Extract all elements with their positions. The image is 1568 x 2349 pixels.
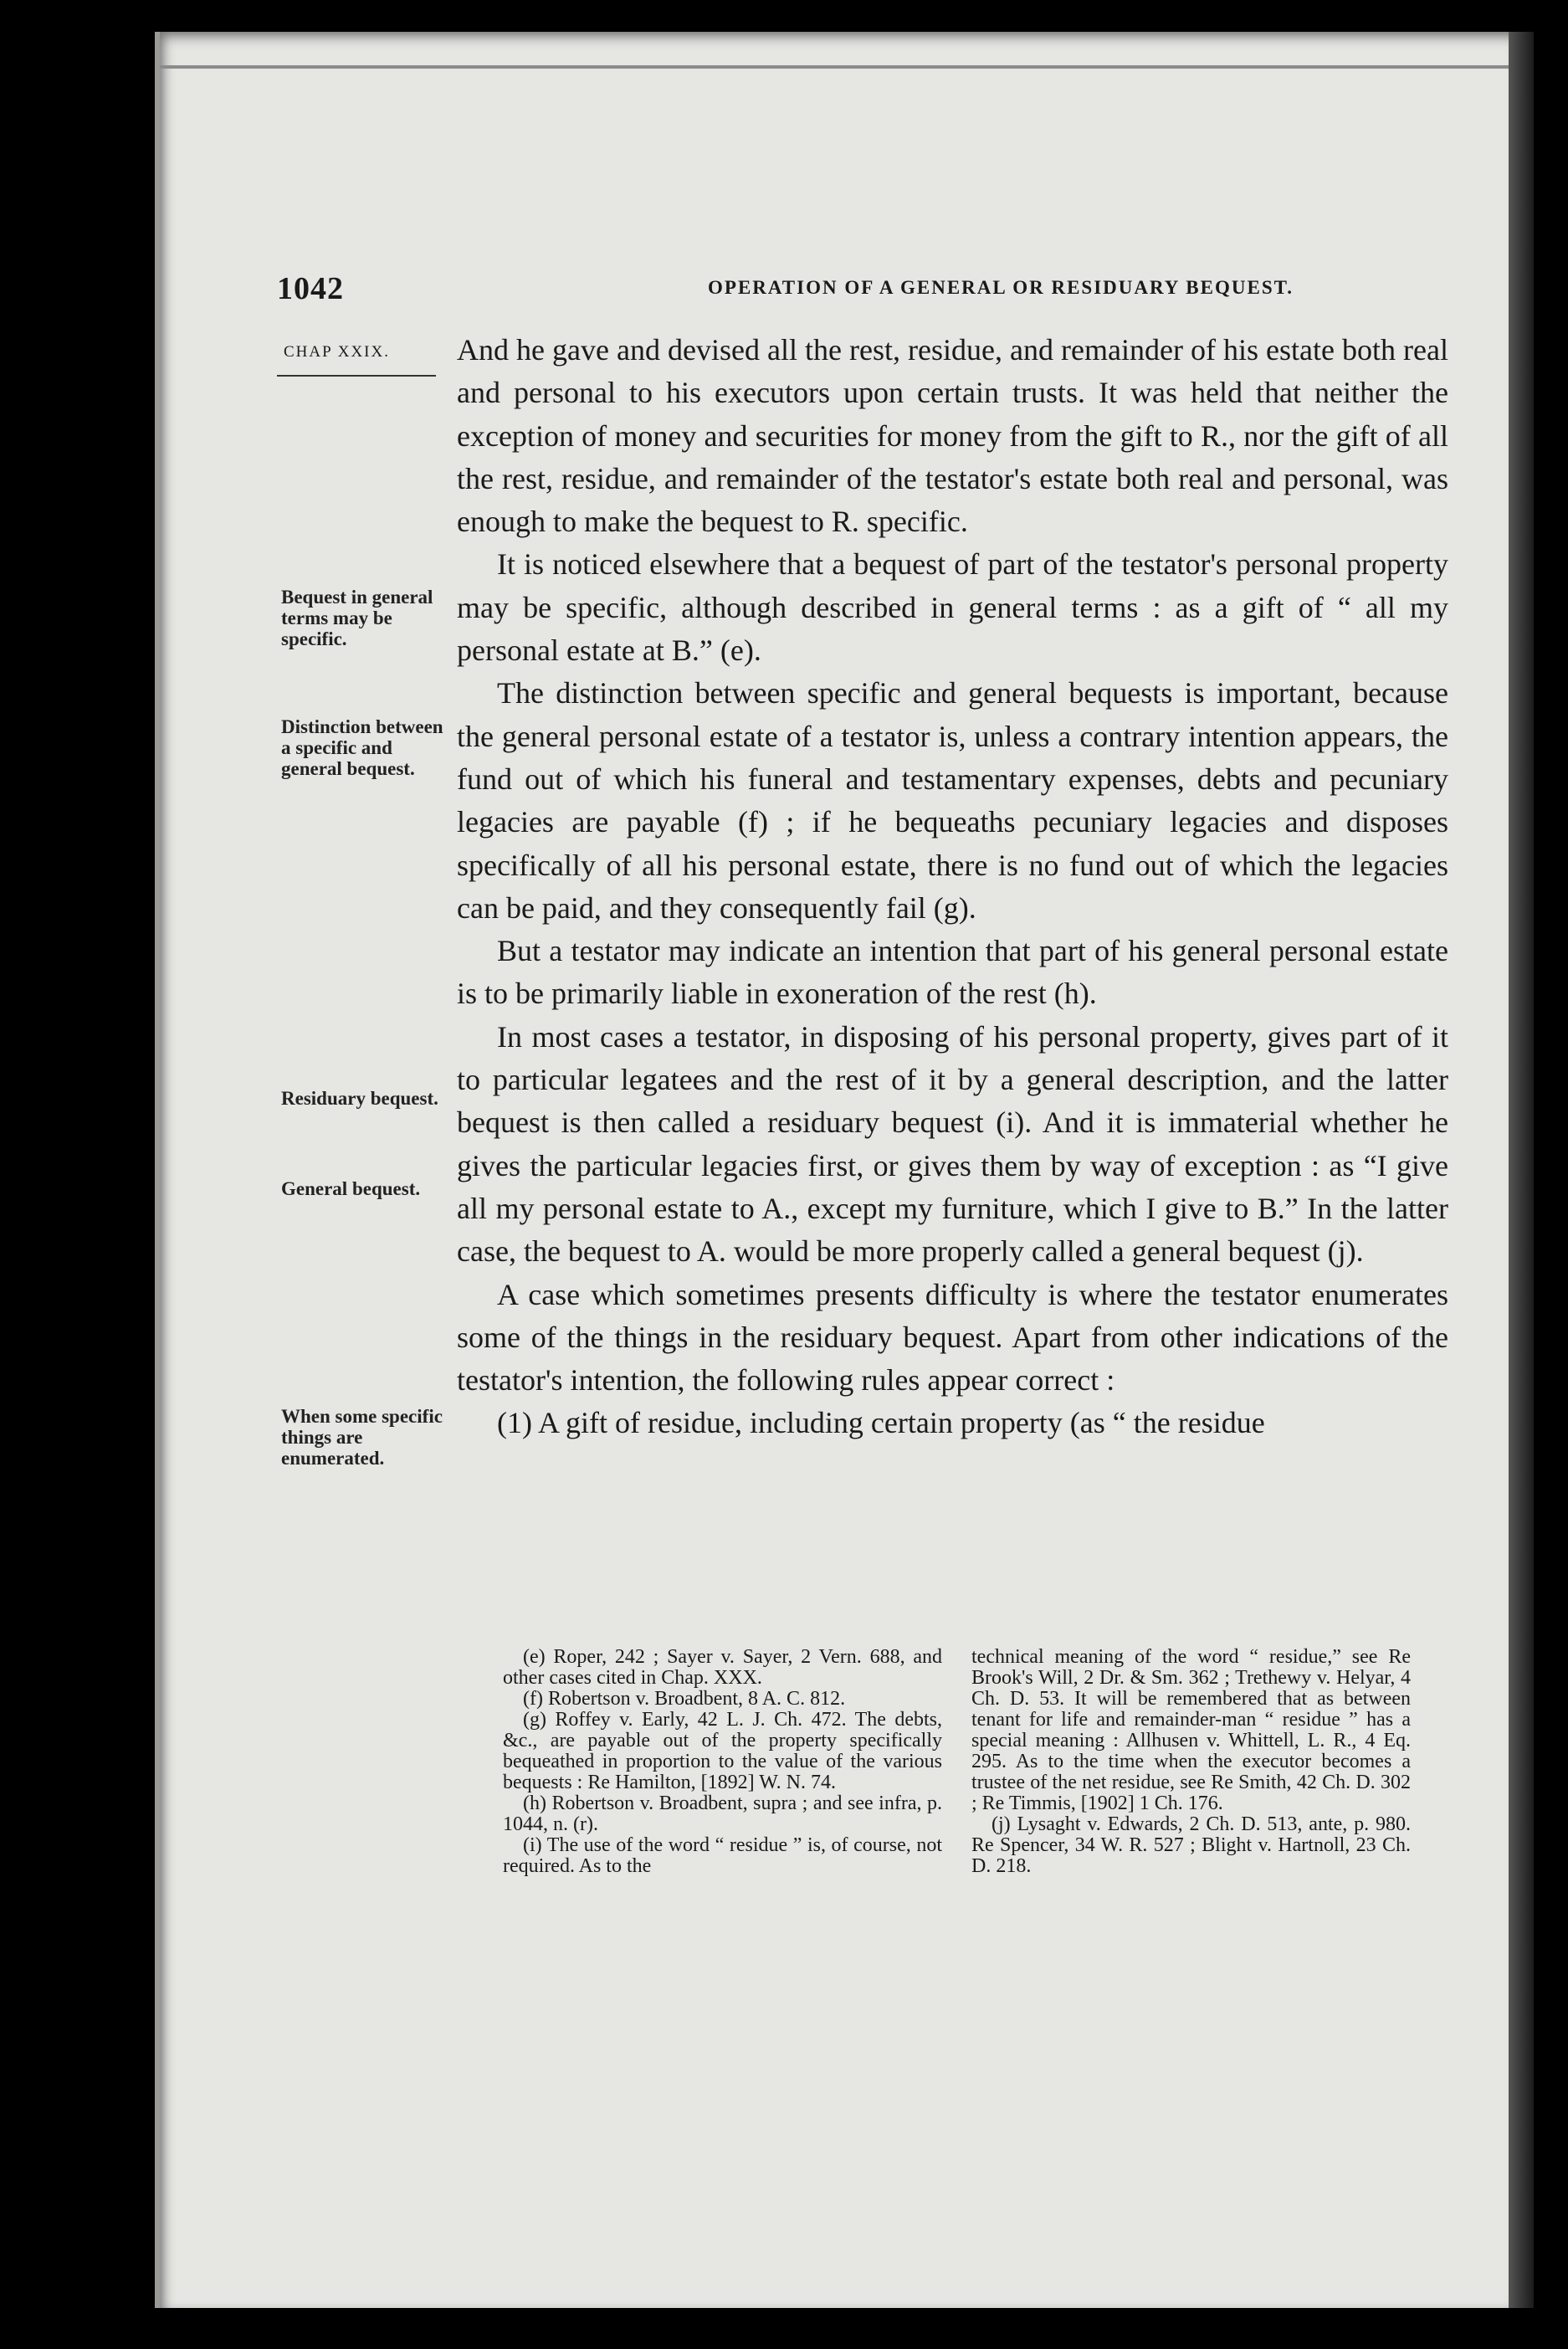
margin-note-enumerated: When some specific things are enumerated. (281, 1406, 443, 1469)
paragraph: And he gave and devised all the rest, residue, and remainder of his estate both real and personal to his executors upon certain trusts. It was held that neither the exception of money and securities for money from the gift to R., nor the gift of all the rest, residue, and remainder of the testator's estate both real and personal, was enough to make the bequest to R. specific. (457, 333, 1448, 539)
margin-note-residuary-bequest: Residuary bequest. (281, 1088, 438, 1109)
page-bottom-edge (155, 2308, 1527, 2349)
chapter-rule (277, 375, 436, 377)
paragraph: A case which sometimes presents difficulty is where the testator enumerates some of the things in the residuary bequest. Apart from other indications of the testator's intention, the following rules appear correct : (457, 1277, 1448, 1398)
footnote: (h) Robertson v. Broadbent, supra ; and see infra, p. 1044, n. (r). (503, 1793, 942, 1835)
paragraph: In most cases a testator, in disposing of his personal property, gives part of it to particular legatees and the rest of it by a general description, and the latter bequest is then called a residuary bequest (i). And it is immaterial whether he gives the particular legacies first, or gives them by way of exception : as “I give all my personal estate to A., except my furniture, which I give to B.” In the latter case, the bequest to A. would be more properly called a general bequest (j). (457, 1019, 1448, 1269)
running-title: OPERATION OF A GENERAL OR RESIDUARY BEQUEST. (708, 277, 1294, 298)
margin-note-distinction: Distinction between a specific and general bequest. (281, 716, 443, 779)
page-number: 1042 (277, 271, 344, 306)
footnote: (i) The use of the word “ residue ” is, of course, not required. As to the (503, 1834, 942, 1877)
footnote: (j) Lysaght v. Edwards, 2 Ch. D. 513, ante, p. 980. Re Spencer, 34 W. R. 527 ; Blight v. Hartnoll, 23 Ch. D. 218. (971, 1813, 1411, 1877)
paragraph: But a testator may indicate an intention that part of his general personal estate is to be primarily liable in exoneration of the rest (h). (457, 934, 1448, 1011)
page-header (277, 270, 1448, 304)
footnotes-left-column (503, 1647, 942, 1877)
page-top-rule (160, 65, 1514, 69)
margin-note-specific-bequest: Bequest in general terms may be specific. (281, 587, 433, 649)
footnote: (g) Roffey v. Early, 42 L. J. Ch. 472. The debts, &c., are payable out of the property specifically bequeathed in proportion to the value of the various bequests : Re Hamilton, [1892] W. N. 74. (503, 1709, 942, 1793)
page-right-edge (1509, 32, 1534, 2308)
paragraph: (1) A gift of residue, including certain property (as “ the residue (497, 1406, 1265, 1440)
footnote: (f) Robertson v. Broadbent, 8 A. C. 812. (523, 1688, 846, 1710)
paragraph: The distinction between specific and general bequests is important, because the general personal estate of a testator is, unless a contrary intention appears, the fund out of which his funeral and testamentary expenses, debts and pecuniary legacies are payable (f) ; if he bequeaths pecuniary legacies and disposes specifically of all his personal estate, there is no fund out of which the legacies can be paid, and they consequently fail (g). (457, 676, 1448, 925)
footnote: technical meaning of the word “ residue,” see Re Brook's Will, 2 Dr. & Sm. 362 ; Trethewy v. Helyar, 4 Ch. D. 53. It will be remembered that as between tenant for life and remainder-man “ residue ” has a special meaning : Allhusen v. Whittell, L. R., 4 Eq. 295. As to the time when the executor becomes a trustee of the net residue, see Re Smith, 42 Ch. D. 302 ; Re Timmis, [1902] 1 Ch. 176. (971, 1646, 1411, 1814)
paragraph: It is noticed elsewhere that a bequest of part of the testator's personal property may be specific, although described in general terms : as a gift of “ all my personal estate at B.” (e). (457, 547, 1448, 668)
body-text (457, 329, 1448, 1445)
footnotes-right-column (971, 1647, 1411, 1877)
book-page (155, 32, 1514, 2308)
footnote: (e) Roper, 242 ; Sayer v. Sayer, 2 Vern. 688, and other cases cited in Chap. XXX. (503, 1646, 942, 1689)
margin-note-general-bequest: General bequest. (281, 1178, 421, 1199)
footnotes (503, 1647, 1411, 1877)
chapter-label: CHAP XXIX. (284, 343, 390, 361)
